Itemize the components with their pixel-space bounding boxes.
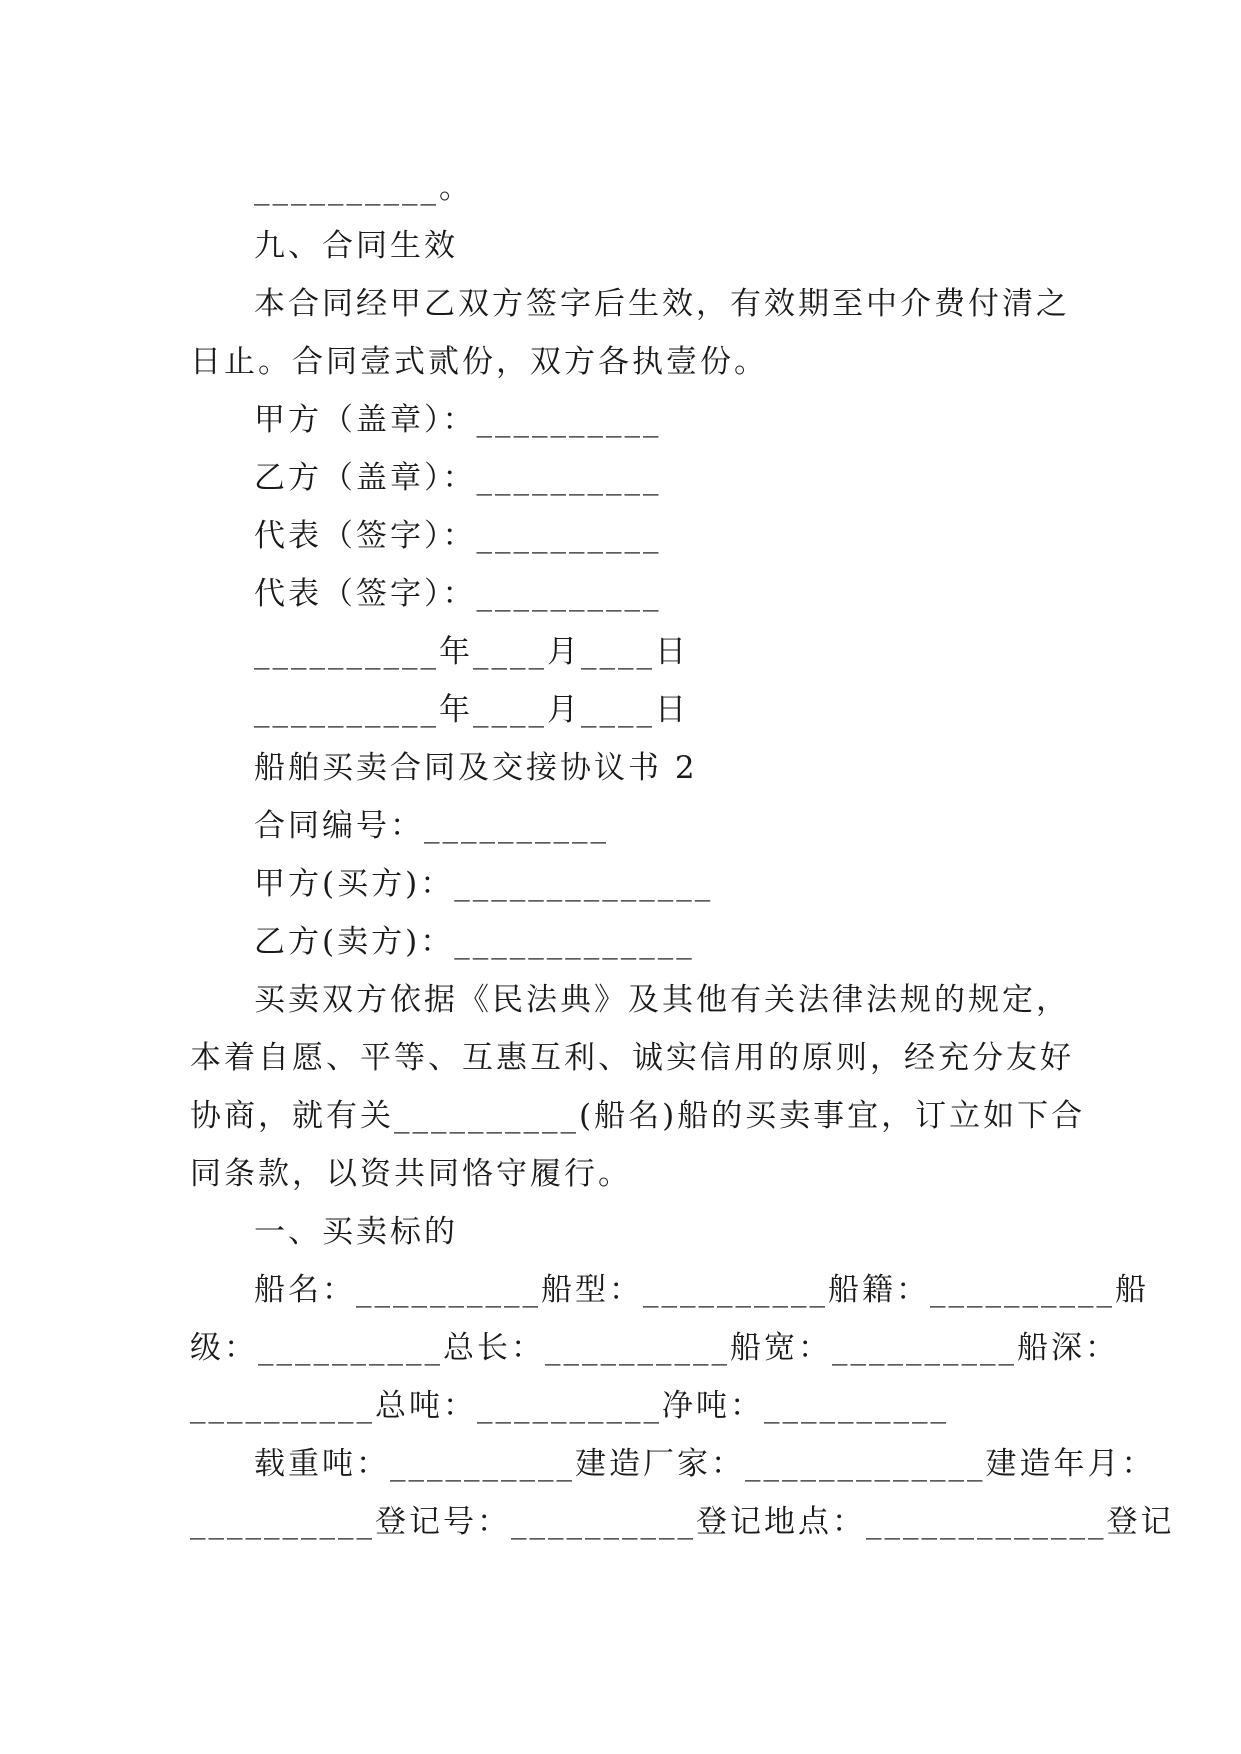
paragraph-line: 协商，就有关__________(船名)船的买卖事宜，订立如下合 — [190, 1098, 1086, 1134]
date-field: __________年____月____日 — [254, 692, 689, 728]
signature-field-party-a: 甲方（盖章）：__________ — [254, 402, 662, 438]
seller-field: 乙方(卖方)：_____________ — [254, 924, 695, 960]
paragraph-line: 同条款，以资共同恪守履行。 — [190, 1156, 632, 1192]
paragraph-line: 日止。合同壹式贰份，双方各执壹份。 — [190, 344, 768, 380]
ship-details-line: 载重吨：__________建造厂家：_____________建造年月： — [254, 1446, 1156, 1482]
section-heading: 九、合同生效 — [254, 228, 458, 264]
section-heading: 一、买卖标的 — [254, 1214, 458, 1250]
paragraph-line: 买卖双方依据《民法典》及其他有关法律法规的规定， — [254, 982, 1070, 1018]
ship-details-line: 船名：__________船型：__________船籍：__________船 — [254, 1272, 1149, 1308]
paragraph-line: 本合同经甲乙双方签字后生效，有效期至中介费付清之 — [254, 286, 1070, 322]
buyer-field: 甲方(买方)：______________ — [254, 866, 714, 902]
signature-field-representative: 代表（签字）：__________ — [254, 518, 662, 554]
ship-details-line: 级：__________总长：__________船宽：__________船深： — [190, 1330, 1119, 1366]
text-line: __________。 — [254, 170, 473, 206]
ship-details-line: __________登记号：__________登记地点：_____________登记 — [190, 1504, 1175, 1540]
contract-number-field: 合同编号：__________ — [254, 808, 609, 844]
document-title: 船舶买卖合同及交接协议书 2 — [254, 750, 698, 786]
signature-field-representative: 代表（签字）：__________ — [254, 576, 662, 612]
paragraph-line: 本着自愿、平等、互惠互利、诚实信用的原则，经充分友好 — [190, 1040, 1074, 1076]
ship-details-line: __________总吨：__________净吨：__________ — [190, 1388, 949, 1424]
date-field: __________年____月____日 — [254, 634, 689, 670]
signature-field-party-b: 乙方（盖章）：__________ — [254, 460, 662, 496]
